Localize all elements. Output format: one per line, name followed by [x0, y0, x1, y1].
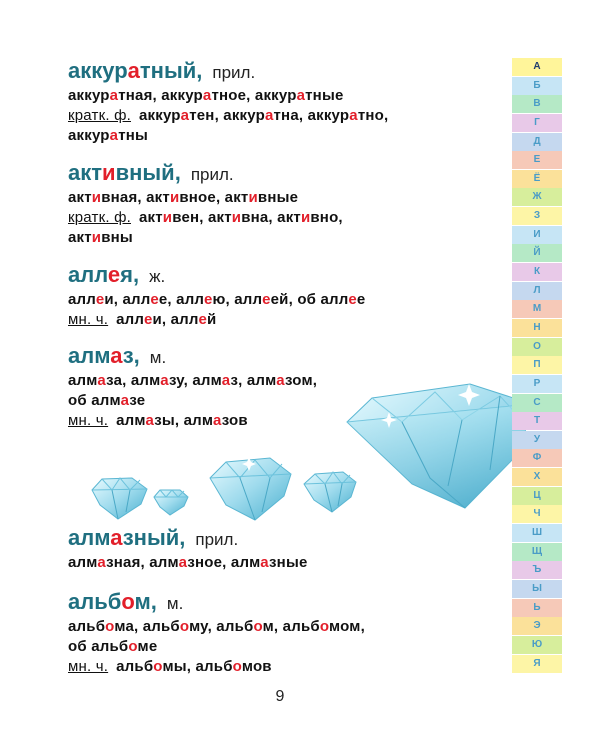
stress-letter: а — [97, 554, 107, 571]
word-forms-line — [68, 290, 488, 310]
alphabet-letter-23[interactable]: Х — [512, 468, 562, 486]
word-form-text: му, альб — [189, 618, 254, 635]
word-form-text: зом, — [285, 372, 318, 389]
word-form-text: зное, алм — [187, 554, 261, 571]
word-form-text: алм — [68, 372, 98, 389]
stress-letter: е — [348, 291, 357, 308]
headword — [68, 58, 488, 86]
headword-part: алм — [68, 343, 111, 368]
stress-letter: е — [198, 311, 207, 328]
stress-letter: и — [248, 189, 258, 206]
grammar-label: кратк. ф. — [68, 209, 131, 226]
word-form-text: вен, акт — [172, 209, 232, 226]
entry-alleya — [68, 262, 488, 330]
word-form-text: тна, аккур — [273, 107, 350, 124]
word-form-text: об алм — [68, 392, 121, 409]
alphabet-letter-5[interactable]: Д — [512, 133, 562, 151]
stress-letter: а — [120, 392, 130, 409]
word-form-text: и, алл — [152, 311, 199, 328]
alphabet-letter-24[interactable]: Ц — [512, 487, 562, 505]
stress-letter: е — [143, 311, 153, 328]
alphabet-letter-20[interactable]: Т — [512, 412, 562, 430]
stress-letter: е — [203, 291, 213, 308]
stress-letter: е — [107, 262, 121, 287]
word-forms-line — [68, 126, 488, 146]
headword-part: я, — [120, 262, 140, 287]
word-form-text: альб — [116, 658, 154, 675]
word-form-text: зная, алм — [106, 554, 179, 571]
part-of-speech-label: ж. — [149, 267, 166, 286]
alphabet-letter-8[interactable]: Ж — [512, 188, 562, 206]
entry-almazny — [68, 525, 488, 573]
word-form-text: вные — [257, 189, 299, 206]
word-form-text: за, алм — [106, 372, 161, 389]
word-forms-line — [68, 86, 488, 106]
word-form-text: об альб — [68, 638, 129, 655]
stress-letter: а — [145, 412, 155, 429]
word-forms-line — [68, 411, 488, 431]
word-form-text: тная, аккур — [118, 87, 203, 104]
alphabet-letter-22[interactable]: Ф — [512, 449, 562, 467]
entry-aktivny — [68, 160, 488, 248]
word-form-text: тное, аккур — [211, 87, 297, 104]
stress-letter: и — [162, 209, 173, 226]
stress-letter: и — [102, 160, 116, 185]
word-form-text: альб — [68, 618, 106, 635]
word-form-text: вно, — [310, 209, 343, 226]
headword-part: альб — [68, 589, 122, 614]
stress-letter: е — [262, 291, 271, 308]
stress-letter: а — [109, 127, 119, 144]
alphabet-letter-28[interactable]: Ъ — [512, 561, 562, 579]
part-of-speech-label: прил. — [195, 530, 239, 549]
stress-letter: а — [110, 525, 123, 550]
grammar-label: кратк. ф. — [68, 107, 131, 124]
word-form-text: аккур — [68, 87, 110, 104]
entry-akkuratny — [68, 58, 488, 146]
stress-letter: и — [231, 209, 242, 226]
headword-part: аккур — [68, 58, 128, 83]
stress-letter: а — [264, 107, 274, 124]
word-form-text: м, альб — [262, 618, 320, 635]
word-form-text: з, алм — [230, 372, 277, 389]
word-forms-line — [68, 553, 488, 573]
headword — [68, 262, 488, 290]
stress-letter: е — [95, 291, 105, 308]
stress-letter: а — [349, 107, 358, 124]
part-of-speech-label: м. — [166, 594, 184, 613]
word-form-text: ма, альб — [114, 618, 180, 635]
alphabet-letter-10[interactable]: И — [512, 226, 562, 244]
stress-letter: и — [300, 209, 311, 226]
alphabet-letter-6[interactable]: Е — [512, 151, 562, 169]
word-form-text: вная, акт — [101, 189, 170, 206]
word-form-text: ей, об алл — [270, 291, 349, 308]
alphabet-letter-31[interactable]: Э — [512, 617, 562, 635]
stress-letter: о — [128, 638, 138, 655]
part-of-speech-label: м. — [149, 348, 167, 367]
word-form-text: е, алл — [158, 291, 204, 308]
word-forms-line — [68, 310, 488, 330]
stress-letter: о — [179, 618, 190, 635]
stress-letter: а — [296, 87, 306, 104]
page-number: 9 — [275, 688, 285, 705]
part-of-speech-label: прил. — [212, 63, 256, 82]
alphabet-letter-26[interactable]: Ш — [512, 524, 562, 542]
headword — [68, 525, 488, 553]
word-forms-line — [68, 371, 488, 391]
word-form-text: мом, — [329, 618, 365, 635]
headword — [68, 160, 488, 188]
headword-part: алм — [68, 525, 111, 550]
stress-letter: а — [109, 87, 119, 104]
stress-letter: а — [260, 554, 270, 571]
word-form-text: тные — [305, 87, 344, 104]
word-form-text: и, алл — [104, 291, 151, 308]
stress-letter: а — [110, 343, 123, 368]
diamond-medium — [210, 457, 291, 520]
grammar-label: мн. ч. — [68, 658, 109, 675]
word-forms-line — [68, 637, 488, 657]
word-form-text: е — [356, 291, 366, 308]
alphabet-letter-11[interactable]: Й — [512, 244, 562, 262]
alphabet-letter-4[interactable]: Г — [512, 114, 562, 132]
part-of-speech-label: прил. — [190, 165, 234, 184]
stress-letter: а — [180, 107, 190, 124]
word-form-text: зе — [129, 392, 146, 409]
stress-letter: о — [232, 658, 242, 675]
grammar-label: мн. ч. — [68, 311, 109, 328]
alphabet-letter-2[interactable]: Б — [512, 77, 562, 95]
word-forms-line — [68, 617, 488, 637]
headword-part: акт — [68, 160, 103, 185]
stress-letter: о — [253, 618, 263, 635]
entry-almaz — [68, 343, 488, 431]
alphabet-letter-7[interactable]: Ё — [512, 170, 562, 188]
headword-part: алл — [68, 262, 108, 287]
headword — [68, 589, 488, 617]
stress-letter: а — [97, 372, 107, 389]
word-form-text: вны — [101, 229, 133, 246]
word-form-text: зов — [221, 412, 248, 429]
word-form-text: алл — [68, 291, 96, 308]
stress-letter: и — [91, 189, 102, 206]
headword-part: вный, — [115, 160, 181, 185]
word-form-text: зные — [269, 554, 308, 571]
stress-letter: о — [319, 618, 330, 635]
headword-part: з, — [122, 343, 140, 368]
alphabet-letter-32[interactable]: Ю — [512, 636, 562, 654]
diamond-small-right — [304, 472, 356, 512]
headword-part: зный, — [122, 525, 186, 550]
word-form-text: алм — [116, 412, 146, 429]
alphabet-letter-1[interactable]: А — [512, 58, 562, 76]
alphabet-letter-30[interactable]: Ь — [512, 599, 562, 617]
word-form-text: акт — [139, 209, 163, 226]
word-form-text: вное, акт — [179, 189, 249, 206]
word-forms-line — [68, 106, 488, 126]
diamond-small-left — [92, 478, 147, 519]
word-form-text: акт — [68, 229, 92, 246]
alphabet-letter-25[interactable]: Ч — [512, 505, 562, 523]
word-forms-line — [68, 188, 488, 208]
stress-letter: а — [213, 412, 222, 429]
word-form-text: й — [207, 311, 217, 328]
word-form-text: вна, акт — [241, 209, 301, 226]
headword-part: м, — [134, 589, 157, 614]
word-forms-line — [68, 228, 488, 248]
word-form-text: аккур — [139, 107, 181, 124]
alphabet-letter-3[interactable]: В — [512, 95, 562, 113]
stress-letter: а — [221, 372, 231, 389]
alphabet-letter-18[interactable]: Р — [512, 375, 562, 393]
word-form-text: зы, алм — [154, 412, 214, 429]
alphabet-letter-16[interactable]: О — [512, 338, 562, 356]
alphabet-letter-33[interactable]: Я — [512, 655, 562, 673]
word-form-text: ме — [137, 638, 158, 655]
diamond-tiny — [154, 490, 188, 515]
word-forms-line — [68, 657, 488, 677]
grammar-label: мн. ч. — [68, 412, 109, 429]
word-form-text: тны — [118, 127, 149, 144]
word-form-text: мов — [241, 658, 272, 675]
stress-letter: а — [276, 372, 285, 389]
word-form-text: ю, алл — [212, 291, 263, 308]
word-form-text: мы, альб — [162, 658, 233, 675]
stress-letter: о — [121, 589, 135, 614]
word-forms-line — [68, 208, 488, 228]
word-form-text: тно, — [357, 107, 389, 124]
alphabet-letter-17[interactable]: П — [512, 356, 562, 374]
stress-letter: а — [202, 87, 212, 104]
alphabet-letter-15[interactable]: Н — [512, 319, 562, 337]
entry-albom — [68, 589, 488, 677]
alphabet-letter-21[interactable]: У — [512, 431, 562, 449]
headword — [68, 343, 488, 371]
word-form-text: аккур — [68, 127, 110, 144]
stress-letter: а — [160, 372, 169, 389]
alphabet-letter-19[interactable]: С — [512, 394, 562, 412]
stress-letter: а — [127, 58, 140, 83]
alphabet-letter-14[interactable]: М — [512, 300, 562, 318]
stress-letter: и — [169, 189, 180, 206]
alphabet-letter-27[interactable]: Щ — [512, 543, 562, 561]
headword-part: тный, — [139, 58, 203, 83]
stress-letter: а — [178, 554, 188, 571]
stress-letter: о — [153, 658, 163, 675]
word-form-text: акт — [68, 189, 92, 206]
word-form-text: тен, аккур — [189, 107, 265, 124]
alphabet-letter-29[interactable]: Ы — [512, 580, 562, 598]
stress-letter: е — [150, 291, 159, 308]
word-form-text: алл — [116, 311, 144, 328]
alphabet-letter-9[interactable]: З — [512, 207, 562, 225]
stress-letter: о — [105, 618, 115, 635]
word-forms-line — [68, 391, 488, 411]
word-form-text: алм — [68, 554, 98, 571]
alphabet-letter-13[interactable]: Л — [512, 282, 562, 300]
stress-letter: и — [91, 229, 102, 246]
alphabet-letter-12[interactable]: К — [512, 263, 562, 281]
alphabet-index — [512, 58, 562, 670]
word-form-text: зу, алм — [168, 372, 222, 389]
